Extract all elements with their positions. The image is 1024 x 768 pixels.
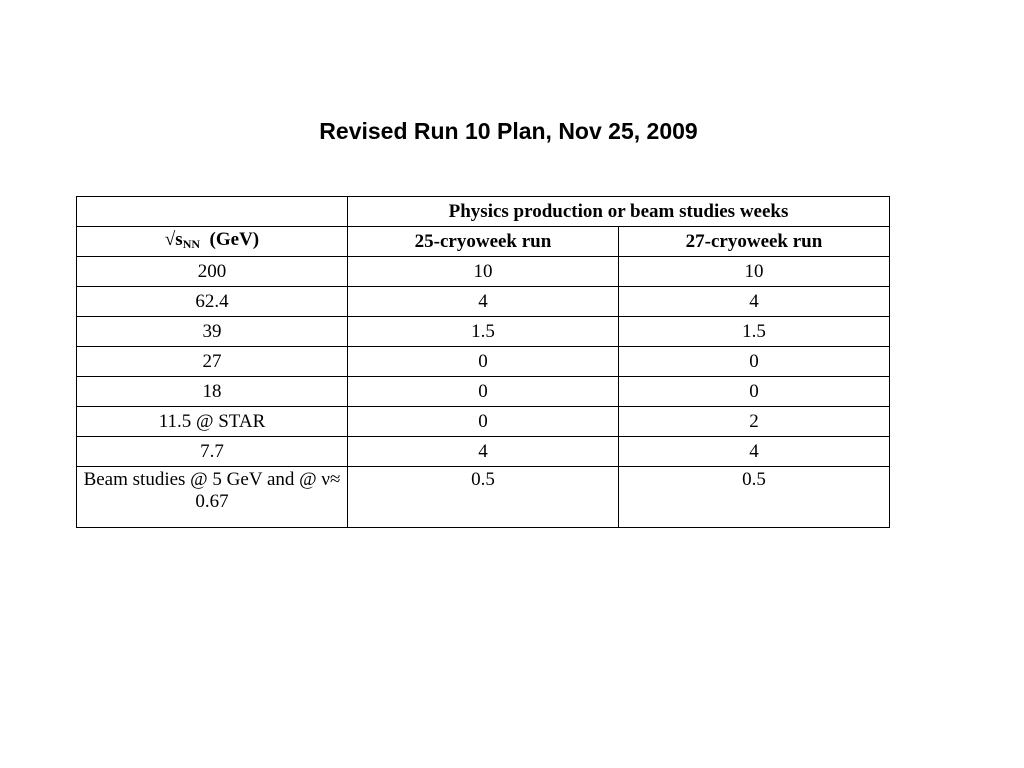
table-row — [77, 287, 890, 317]
run25-cell: 0.5 — [348, 467, 619, 528]
run27-cell: 2 — [619, 407, 890, 437]
run27-cell: 4 — [619, 437, 890, 467]
energy-header-cell — [77, 227, 348, 257]
energy-cell: 200 — [77, 257, 348, 287]
run27-cell: 1.5 — [619, 317, 890, 347]
empty-header-cell — [77, 197, 348, 227]
column-header-25: 25-cryoweek run — [348, 227, 619, 257]
run25-cell: 1.5 — [348, 317, 619, 347]
page-title: Revised Run 10 Plan, Nov 25, 2009 — [319, 118, 698, 144]
run25-cell: 0 — [348, 347, 619, 377]
run-plan-table — [76, 196, 890, 528]
energy-cell: 39 — [77, 317, 348, 347]
table-row — [77, 347, 890, 377]
table-row — [77, 467, 890, 528]
run25-cell: 0 — [348, 407, 619, 437]
table-subheader-row — [77, 227, 890, 257]
table-row — [77, 437, 890, 467]
energy-cell: 11.5 @ STAR — [77, 407, 348, 437]
table-row — [77, 377, 890, 407]
run25-cell: 4 — [348, 437, 619, 467]
run27-cell: 0 — [619, 377, 890, 407]
run27-cell: 10 — [619, 257, 890, 287]
run27-cell: 4 — [619, 287, 890, 317]
energy-cell: 62.4 — [77, 287, 348, 317]
table-row — [77, 257, 890, 287]
energy-cell: 18 — [77, 377, 348, 407]
energy-header-unit: (GeV) — [209, 228, 260, 250]
run25-cell: 0 — [348, 377, 619, 407]
table-header-row — [77, 197, 890, 227]
energy-cell: 7.7 — [77, 437, 348, 467]
run25-cell: 10 — [348, 257, 619, 287]
table-row — [77, 407, 890, 437]
run27-cell: 0 — [619, 347, 890, 377]
run27-cell: 0.5 — [619, 467, 890, 528]
table-row — [77, 317, 890, 347]
run25-cell: 4 — [348, 287, 619, 317]
energy-cell: 27 — [77, 347, 348, 377]
energy-header-subscript: NN — [182, 236, 201, 251]
energy-cell: Beam studies @ 5 GeV and @ ν≈ 0.67 — [77, 467, 348, 528]
column-header-27: 27-cryoweek run — [619, 227, 890, 257]
group-header-cell: Physics production or beam studies weeks — [348, 197, 890, 227]
energy-header-prefix: √s — [164, 228, 183, 250]
